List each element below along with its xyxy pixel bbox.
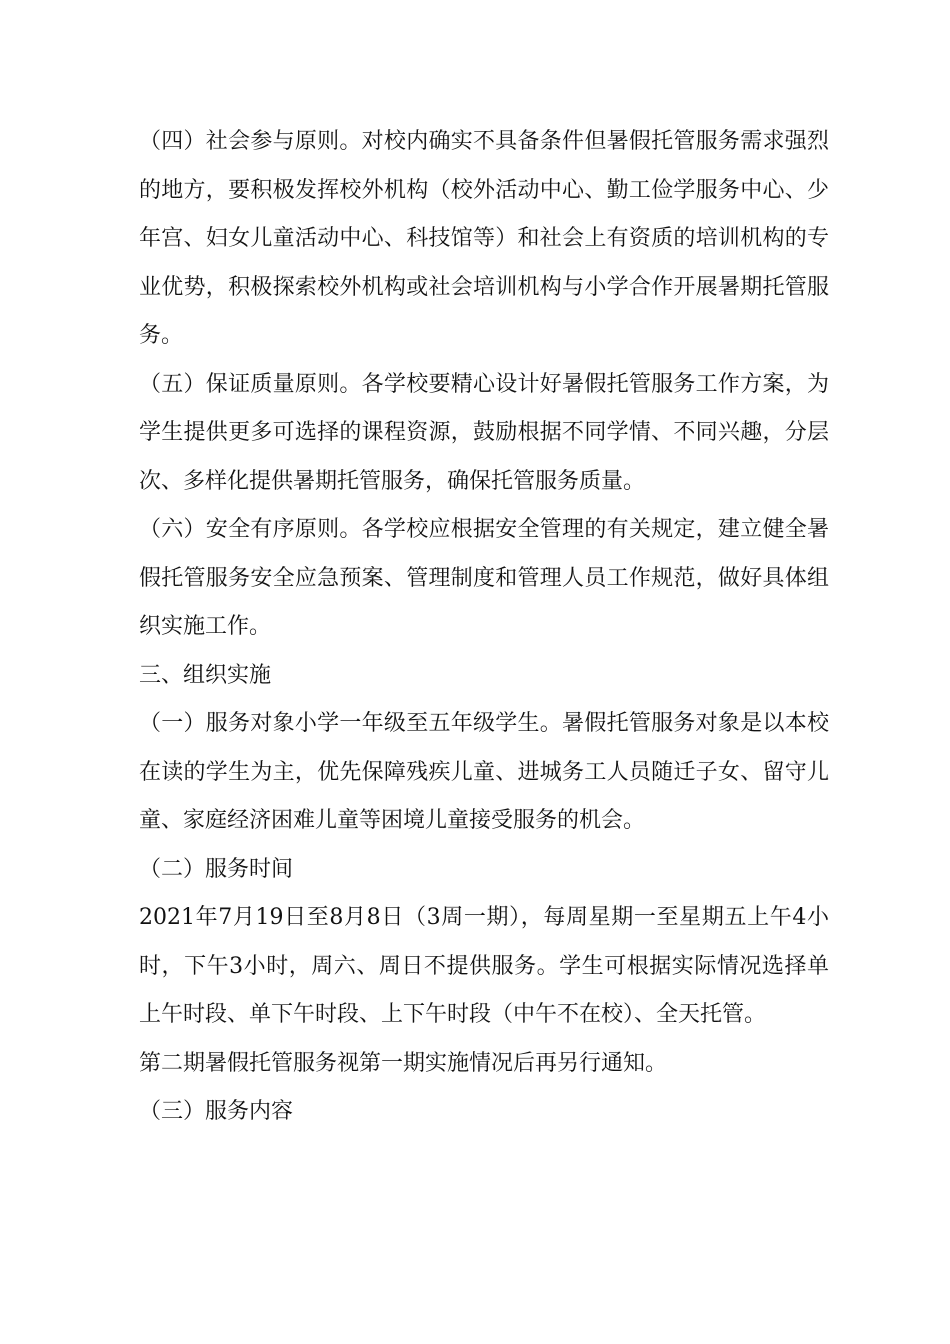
paragraph-safety-order: （六）安全有序原则。各学校应根据安全管理的有关规定，建立健全暑假托管服务安全应急预案、管理制度和管理人员工作规范，做好具体组织实施工作。 bbox=[139, 517, 829, 639]
subheading-service-time: （二）服务时间 bbox=[139, 856, 294, 882]
document-body bbox=[139, 118, 829, 1137]
subheading-service-content: （三）服务内容 bbox=[139, 1099, 294, 1124]
paragraph-service-targets: （一）服务对象小学一年级至五年级学生。暑假托管服务对象是以本校在读的学生为主，优先保障残疾儿童、进城务工人员随迁子女、留守儿童、家庭经济困难儿童等困境儿童接受服务的机会。 bbox=[139, 711, 829, 833]
paragraph-social-participation: （四）社会参与原则。对校内确实不具备条件但暑假托管服务需求强烈的地方，要积极发挥校外机构（校外活动中心、勤工俭学服务中心、少年宫、妇女儿童活动中心、科技馆等）和社会上有资质的培训机构的专业优势，积极探索校外机构或社会培训机构与小学合作开展暑期托管服务。 bbox=[139, 129, 829, 348]
section-heading-implementation: 三、组织实施 bbox=[139, 662, 272, 688]
paragraph-service-schedule: 2021年7月19日至8月8日（3周一期），每周星期一至星期五上午4小时，下午3小时，周六、周日不提供服务。学生可根据实际情况选择单上午时段、单下午时段、上下午时段（中午不在校）、全天托管。 bbox=[139, 905, 829, 1027]
paragraph-quality-assurance: （五）保证质量原则。各学校要精心设计好暑假托管服务工作方案，为学生提供更多可选择的课程资源，鼓励根据不同学情、不同兴趣，分层次、多样化提供暑期托管服务，确保托管服务质量。 bbox=[139, 371, 829, 494]
paragraph-second-period-notice: 第二期暑假托管服务视第一期实施情况后再另行通知。 bbox=[139, 1050, 668, 1076]
